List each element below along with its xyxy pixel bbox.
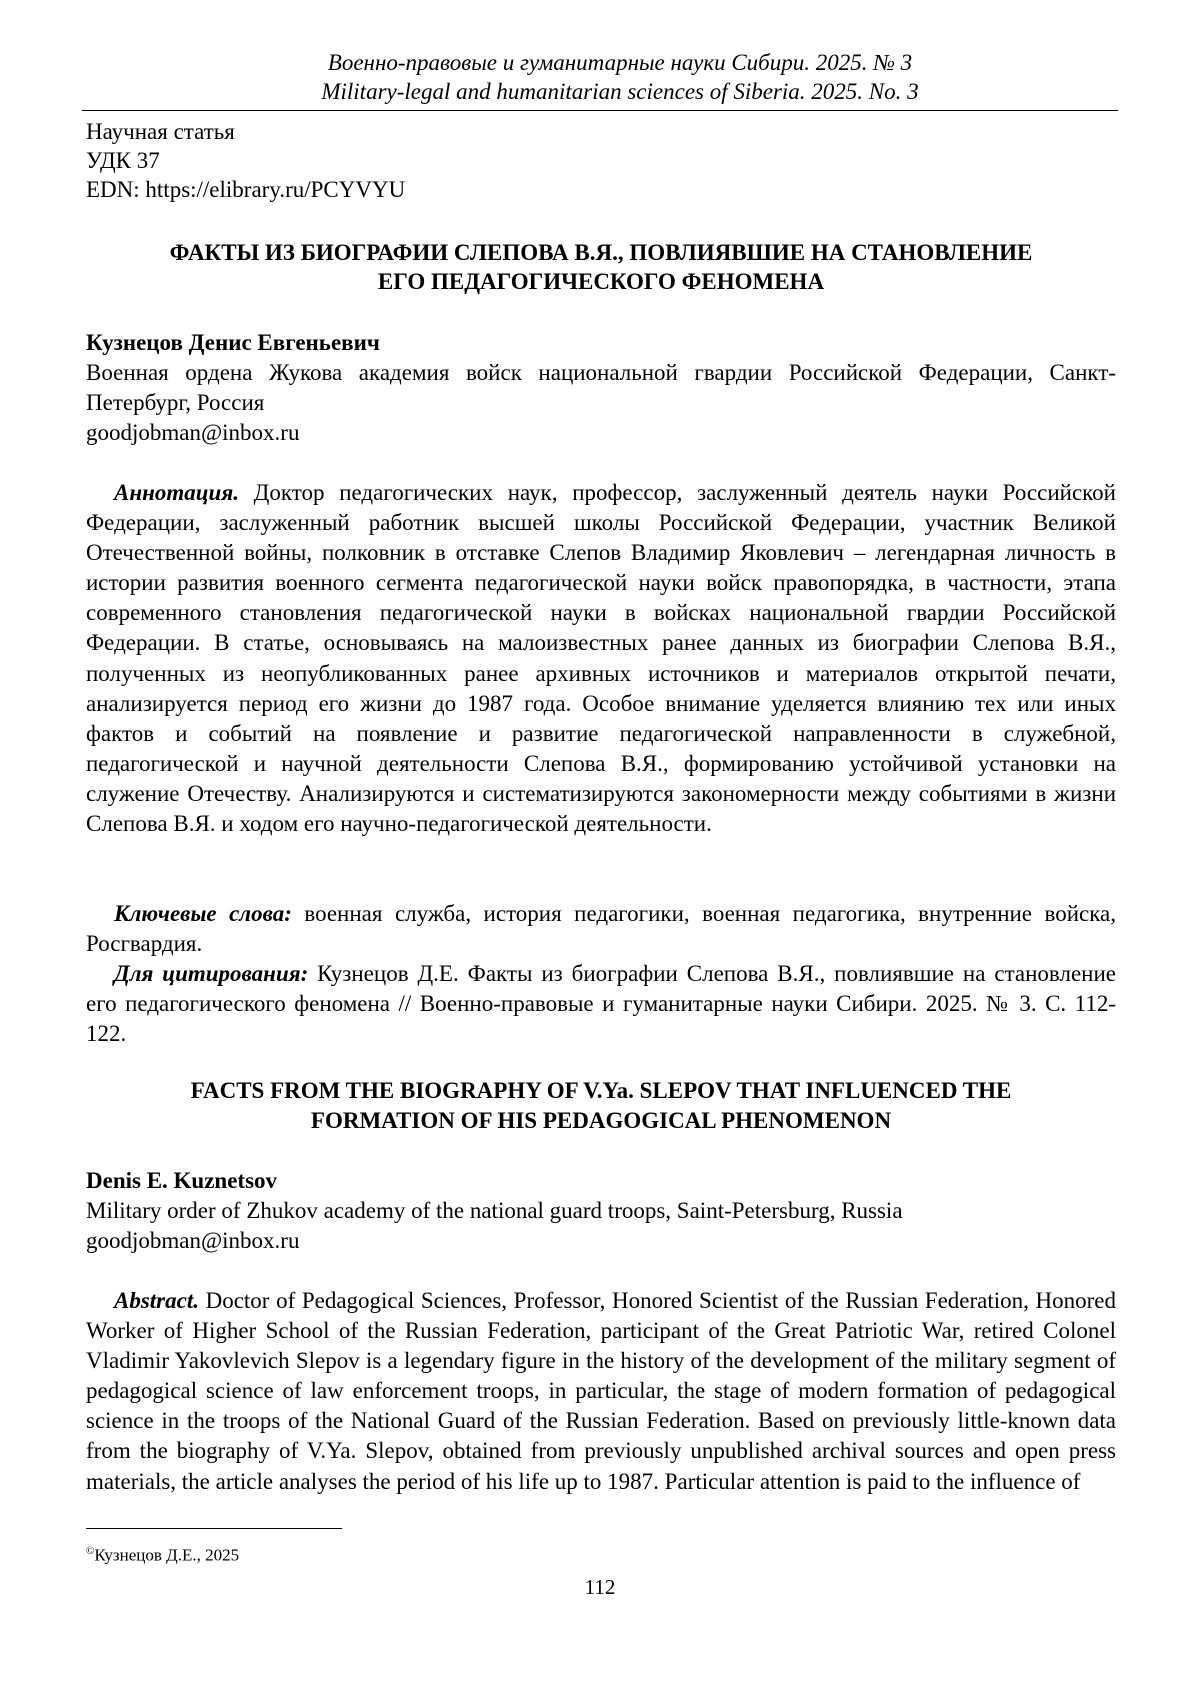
journal-name-ru: Военно-правовые и гуманитарные науки Сибири. 2025. № 3 — [327, 50, 913, 75]
affiliation-en: Military order of Zhukov academy of the national guard troops, Saint-Petersburg, Russia — [86, 1198, 903, 1223]
keywords-ru — [86, 899, 1116, 959]
journal-name-en: Military-legal and humanitarian sciences of Siberia. 2025. No. 3 — [321, 79, 919, 104]
keywords-ru-label: Ключевые слова: — [114, 901, 292, 926]
udc-code: УДК 37 — [86, 148, 160, 173]
author-name-en: Denis E. Kuznetsov — [86, 1168, 278, 1193]
abstract-ru-text: Доктор педагогических наук, профессор, заслуженный деятель науки Российской Федерации, заслуженный работник высшей школы Российской Федерации, участник Великой Отечественной войны, полковник в отставке Слепов Владимир Яковлевич – легендарная личность в истории развития военного сегмента педагогической науки войск правопорядка, в частности, этапа современного становления педагогической науки в войсках национальной гвардии Российской Федерации. В статье, основываясь на малоизвестных ранее данных из биографии Слепова В.Я., полученных из неопубликованных ранее архивных источников и материалов открытой печати, анализируется период его жизни до 1987 года. Особое внимание уделяется влиянию тех или иных фактов и событий на появление и развитие педагогической направленности в служебной, педагогической и научной деятельности Слепова В.Я., формированию устойчивой установки на служение Отечеству. Анализируются и систематизируются закономерности между событиями в жизни Слепова В.Я. и ходом его научно-педагогической деятельности. — [86, 480, 1116, 837]
article-title-ru — [86, 238, 1116, 296]
title-ru-line-1: ФАКТЫ ИЗ БИОГРАФИИ СЛЕПОВА В.Я., ПОВЛИЯВШИЕ НА СТАНОВЛЕНИЕ — [169, 240, 1033, 265]
article-meta — [86, 117, 405, 204]
title-en-line-1: FACTS FROM THE BIOGRAPHY OF V.Ya. SLEPOV THAT INFLUENCED THE — [190, 1078, 1012, 1103]
citation-ru-text: Кузнецов Д.Е. Факты из биографии Слепова В.Я., повлиявшие на становление его педагогического феномена // Военно-правовые и гуманитарные науки Сибири. 2025. № 3. С. 112-122. — [86, 961, 1116, 1047]
copyright-mark: © — [86, 1545, 95, 1557]
abstract-ru — [86, 478, 1116, 839]
abstract-ru-label: Аннотация. — [114, 480, 239, 505]
edn-link[interactable]: EDN: https://elibrary.ru/PCYVYU — [86, 177, 406, 202]
abstract-en — [86, 1286, 1116, 1497]
header-rule — [82, 110, 1118, 111]
footnote-rule — [86, 1528, 342, 1529]
article-type: Научная статья — [86, 119, 235, 144]
copyright-text: Кузнецов Д.Е., 2025 — [94, 1545, 240, 1565]
abstract-en-label: Abstract. — [114, 1288, 199, 1313]
author-email-en[interactable]: goodjobman@inbox.ru — [86, 1228, 300, 1253]
keywords-ru-text: военная служба, история педагогики, военная педагогика, внутренние войска, Росгвардия. — [86, 901, 1116, 957]
copyright-footnote — [86, 1540, 239, 1567]
author-email-ru[interactable]: goodjobman@inbox.ru — [86, 420, 300, 445]
citation-ru — [86, 959, 1116, 1049]
author-block-ru — [86, 328, 1116, 448]
author-block-en — [86, 1166, 1116, 1256]
title-ru-line-2: ЕГО ПЕДАГОГИЧЕСКОГО ФЕНОМЕНА — [377, 269, 825, 294]
author-name-ru: Кузнецов Денис Евгеньевич — [86, 330, 380, 355]
abstract-en-text: Doctor of Pedagogical Sciences, Professor, Honored Scientist of the Russian Federation, Honored Worker of Higher School of the Russian Federation, participant of the Great Patriotic War, retired Colonel Vladimir Yakovlevich Slepov is a legendary figure in the history of the development of the military segment of pedagogical science of law enforcement troops, in particular, the stage of modern formation of pedagogical science in the troops of the National Guard of the Russian Federation. Based on previously little-known data from the biography of V.Ya. Slepov, obtained from previously unpublished archival sources and open press materials, the article analyses the period of his life up to 1987. Particular attention is paid to the influence of — [86, 1288, 1116, 1494]
article-title-en — [86, 1076, 1116, 1136]
affiliation-ru: Военная ордена Жукова академия войск национальной гвардии Российской Федерации, Санкт-Петербург, Россия — [86, 360, 1116, 415]
journal-header — [82, 48, 1118, 106]
page-number: 112 — [584, 1575, 616, 1599]
title-en-line-2: FORMATION OF HIS PEDAGOGICAL PHENOMENON — [310, 1108, 892, 1133]
citation-ru-label: Для цитирования: — [114, 961, 309, 986]
